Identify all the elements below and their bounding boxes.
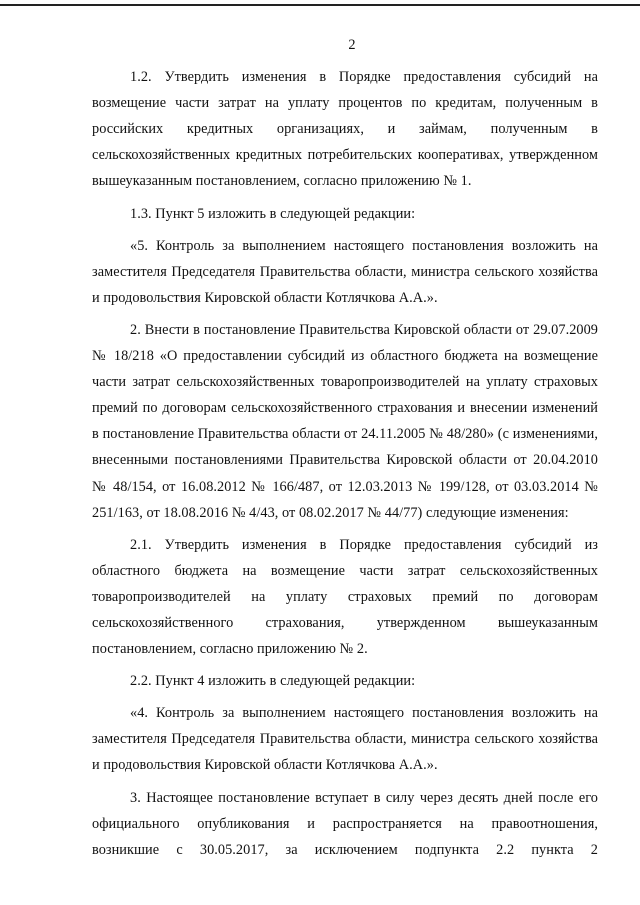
paragraph-1-3-text: «5. Контроль за выполнением настоящего постановления возложить на заместителя Председателя Правительства области, министра сельского хозяйства и продовольствия Кировской области Котлячкова А.А.». — [92, 237, 598, 306]
document-page — [92, 32, 598, 863]
paragraph-2-2-text: «4. Контроль за выполнением настоящего постановления возложить на заместителя Председателя Правительства области, министра сельского хозяйства и продовольствия Кировской области Котлячкова А.А.». — [92, 705, 598, 774]
paragraph-1-2: 1.2. Утвердить изменения в Порядке предоставления субсидий на возмещение части затрат на уплату процентов по кредитам, полученным в российских кредитных организациях, и займам, полученным в сельскохозяйственных кредитных потребительских кооперативах, утвержденном вышеуказанным постановлением, согласно приложению № 1. — [92, 69, 598, 190]
paragraph-1-3: 1.3. Пункт 5 изложить в следующей редакции: — [130, 205, 416, 222]
paragraph-3: 3. Настоящее постановление вступает в силу через десять дней после его официального опубликования и распространяется на правоотношения, возникшие с 30.05.2017, за исключением подпункта 2.2 пункта 2 — [92, 789, 598, 858]
paragraph-2-2: 2.2. Пункт 4 изложить в следующей редакции: — [130, 673, 416, 690]
paragraph-2: 2. Внести в постановление Правительства Кировской области от 29.07.2009 № 18/218 «О предоставлении субсидий из областного бюджета на возмещение части затрат сельскохозяйственных товаропроизводителей на уплату страховых премий по договорам сельскохозяйственного страхования и внесении изменений в постановление Правительства области от 24.11.2005 № 48/280» (с изменениями, внесенными постановлениями Правительства Кировской области от 20.04.2010 № 48/154, от 16.08.2012 № 166/487, от 12.03.2013 № 199/128, от 03.03.2014 № 251/163, от 18.08.2016 № 4/43, от 08.02.2017 № 44/77) следующие изменения: — [92, 321, 598, 521]
page-number: 2 — [348, 37, 356, 53]
top-border-line — [0, 4, 640, 6]
paragraph-2-1: 2.1. Утвердить изменения в Порядке предоставления субсидий из областного бюджета на возмещение части затрат сельскохозяйственных товаропроизводителей на уплату страховых премий по договорам сельскохозяйственного страхования, утвержденном вышеуказанным постановлением, согласно приложению № 2. — [92, 536, 598, 658]
